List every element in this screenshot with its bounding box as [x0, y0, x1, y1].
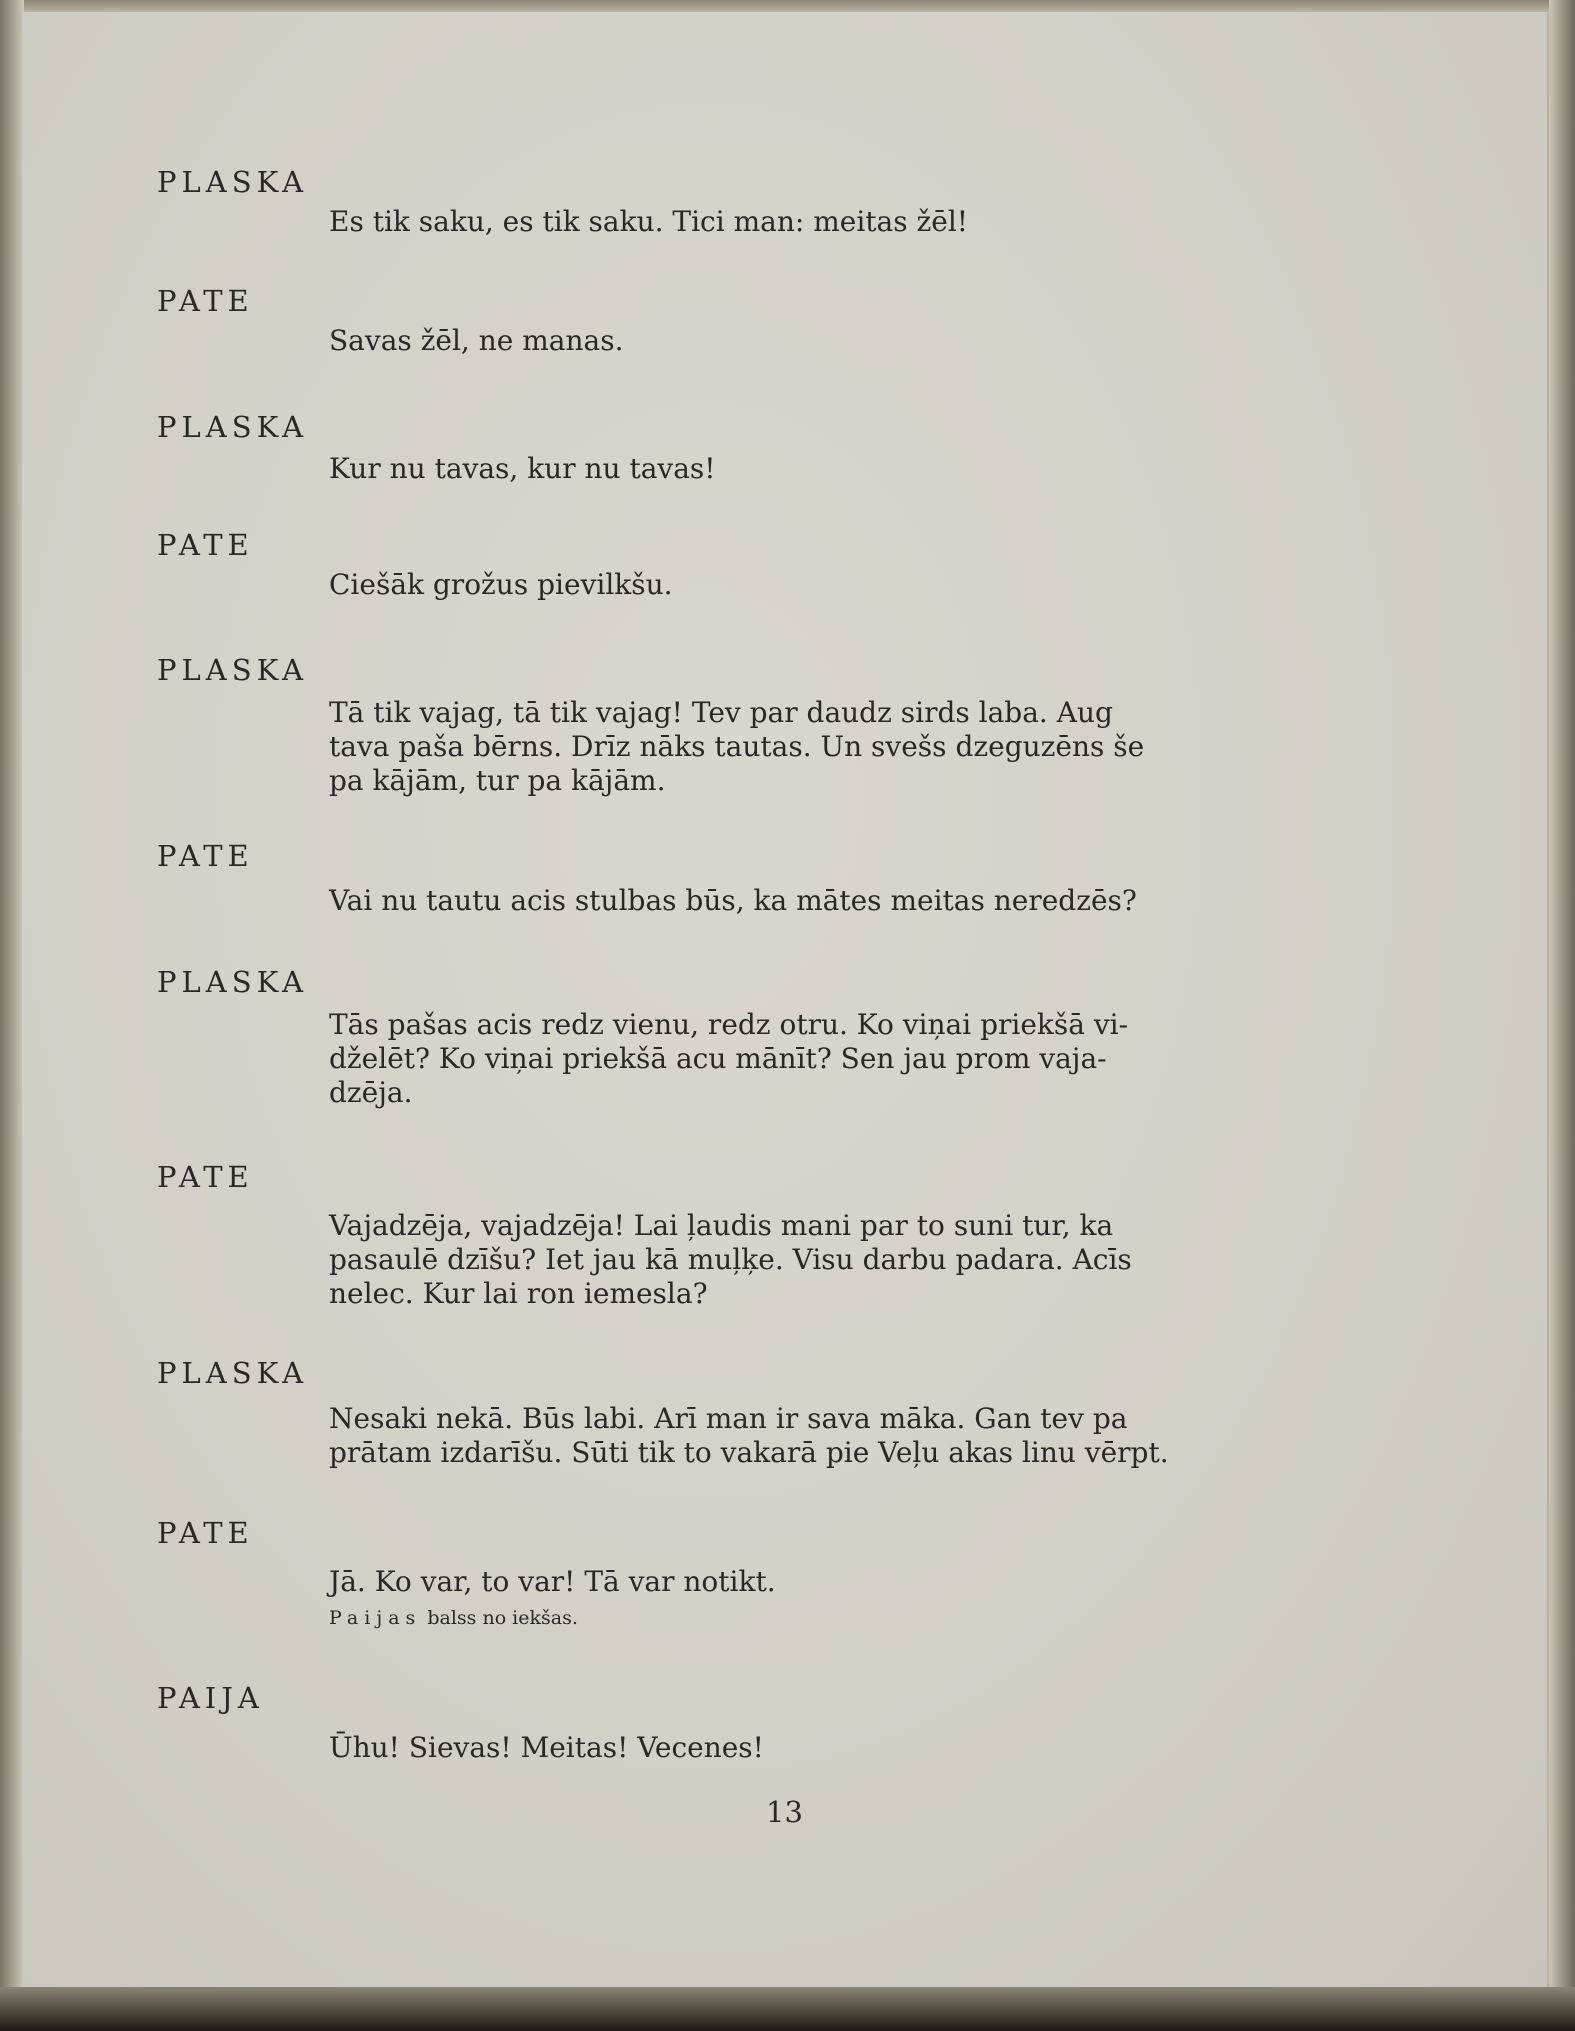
page-left-edge — [0, 0, 24, 2031]
speaker-name: PAIJA — [157, 1681, 264, 1715]
dialogue-line: Ūhu! Sievas! Meitas! Vecenes! — [329, 1731, 764, 1764]
dialogue-line: dzēja. — [329, 1076, 413, 1109]
dialogue-line: Kur nu tavas, kur nu tavas! — [329, 452, 716, 485]
speaker-name: PATE — [157, 528, 254, 562]
speaker-name: PLASKA — [157, 653, 309, 687]
page-bottom-edge — [0, 1987, 1575, 2031]
speaker-name: PATE — [157, 839, 254, 873]
dialogue-line: nelec. Kur lai ron iemesla? — [329, 1277, 708, 1310]
dialogue-line: pa kājām, tur pa kājām. — [329, 764, 666, 797]
dialogue-line: tava paša bērns. Drīz nāks tautas. Un svešs dzeguzēns še — [329, 730, 1145, 763]
speaker-name: PATE — [157, 1160, 254, 1194]
dialogue-line: Ciešāk grožus pievilkšu. — [329, 568, 673, 601]
speaker-name: PLASKA — [157, 410, 309, 444]
dialogue-line: Vajadzēja, vajadzēja! Lai ļaudis mani par to suni tur, ka — [329, 1209, 1114, 1242]
dialogue-line: Jā. Ko var, to var! Tā var notikt. — [329, 1565, 776, 1598]
play-text — [22, 12, 1547, 1987]
dialogue-line: Tās pašas acis redz vienu, redz otru. Ko viņai priekšā vi- — [329, 1008, 1129, 1041]
stage-direction — [329, 1609, 578, 1628]
speaker-name: PLASKA — [157, 1356, 309, 1390]
dialogue-line: dželēt? Ko viņai priekšā acu mānīt? Sen jau prom vaja- — [329, 1042, 1107, 1075]
page-right-edge — [1549, 0, 1575, 2031]
dialogue-line: prātam izdarīšu. Sūti tik to vakarā pie Veļu akas linu vērpt. — [329, 1436, 1169, 1469]
paper-sheet — [22, 12, 1547, 1987]
page-number: 13 — [766, 1795, 803, 1829]
dialogue-line: Nesaki nekā. Būs labi. Arī man ir sava māka. Gan tev pa — [329, 1402, 1128, 1435]
dialogue-line: Savas žēl, ne manas. — [329, 324, 624, 357]
dialogue-line: pasaulē dzīšu? Iet jau kā muļķe. Visu darbu padara. Acīs — [329, 1243, 1132, 1276]
stage-direction-text: balss no iekšas. — [427, 1607, 578, 1629]
stage-direction-character: Paijas — [329, 1607, 422, 1629]
dialogue-line: Es tik saku, es tik saku. Tici man: meitas žēl! — [329, 205, 969, 238]
speaker-name: PLASKA — [157, 165, 309, 199]
speaker-name: PATE — [157, 1516, 254, 1550]
dialogue-line: Vai nu tautu acis stulbas būs, ka mātes meitas neredzēs? — [329, 884, 1137, 917]
speaker-name: PLASKA — [157, 965, 309, 999]
dialogue-line: Tā tik vajag, tā tik vajag! Tev par daudz sirds laba. Aug — [329, 696, 1113, 729]
speaker-name: PATE — [157, 284, 254, 318]
